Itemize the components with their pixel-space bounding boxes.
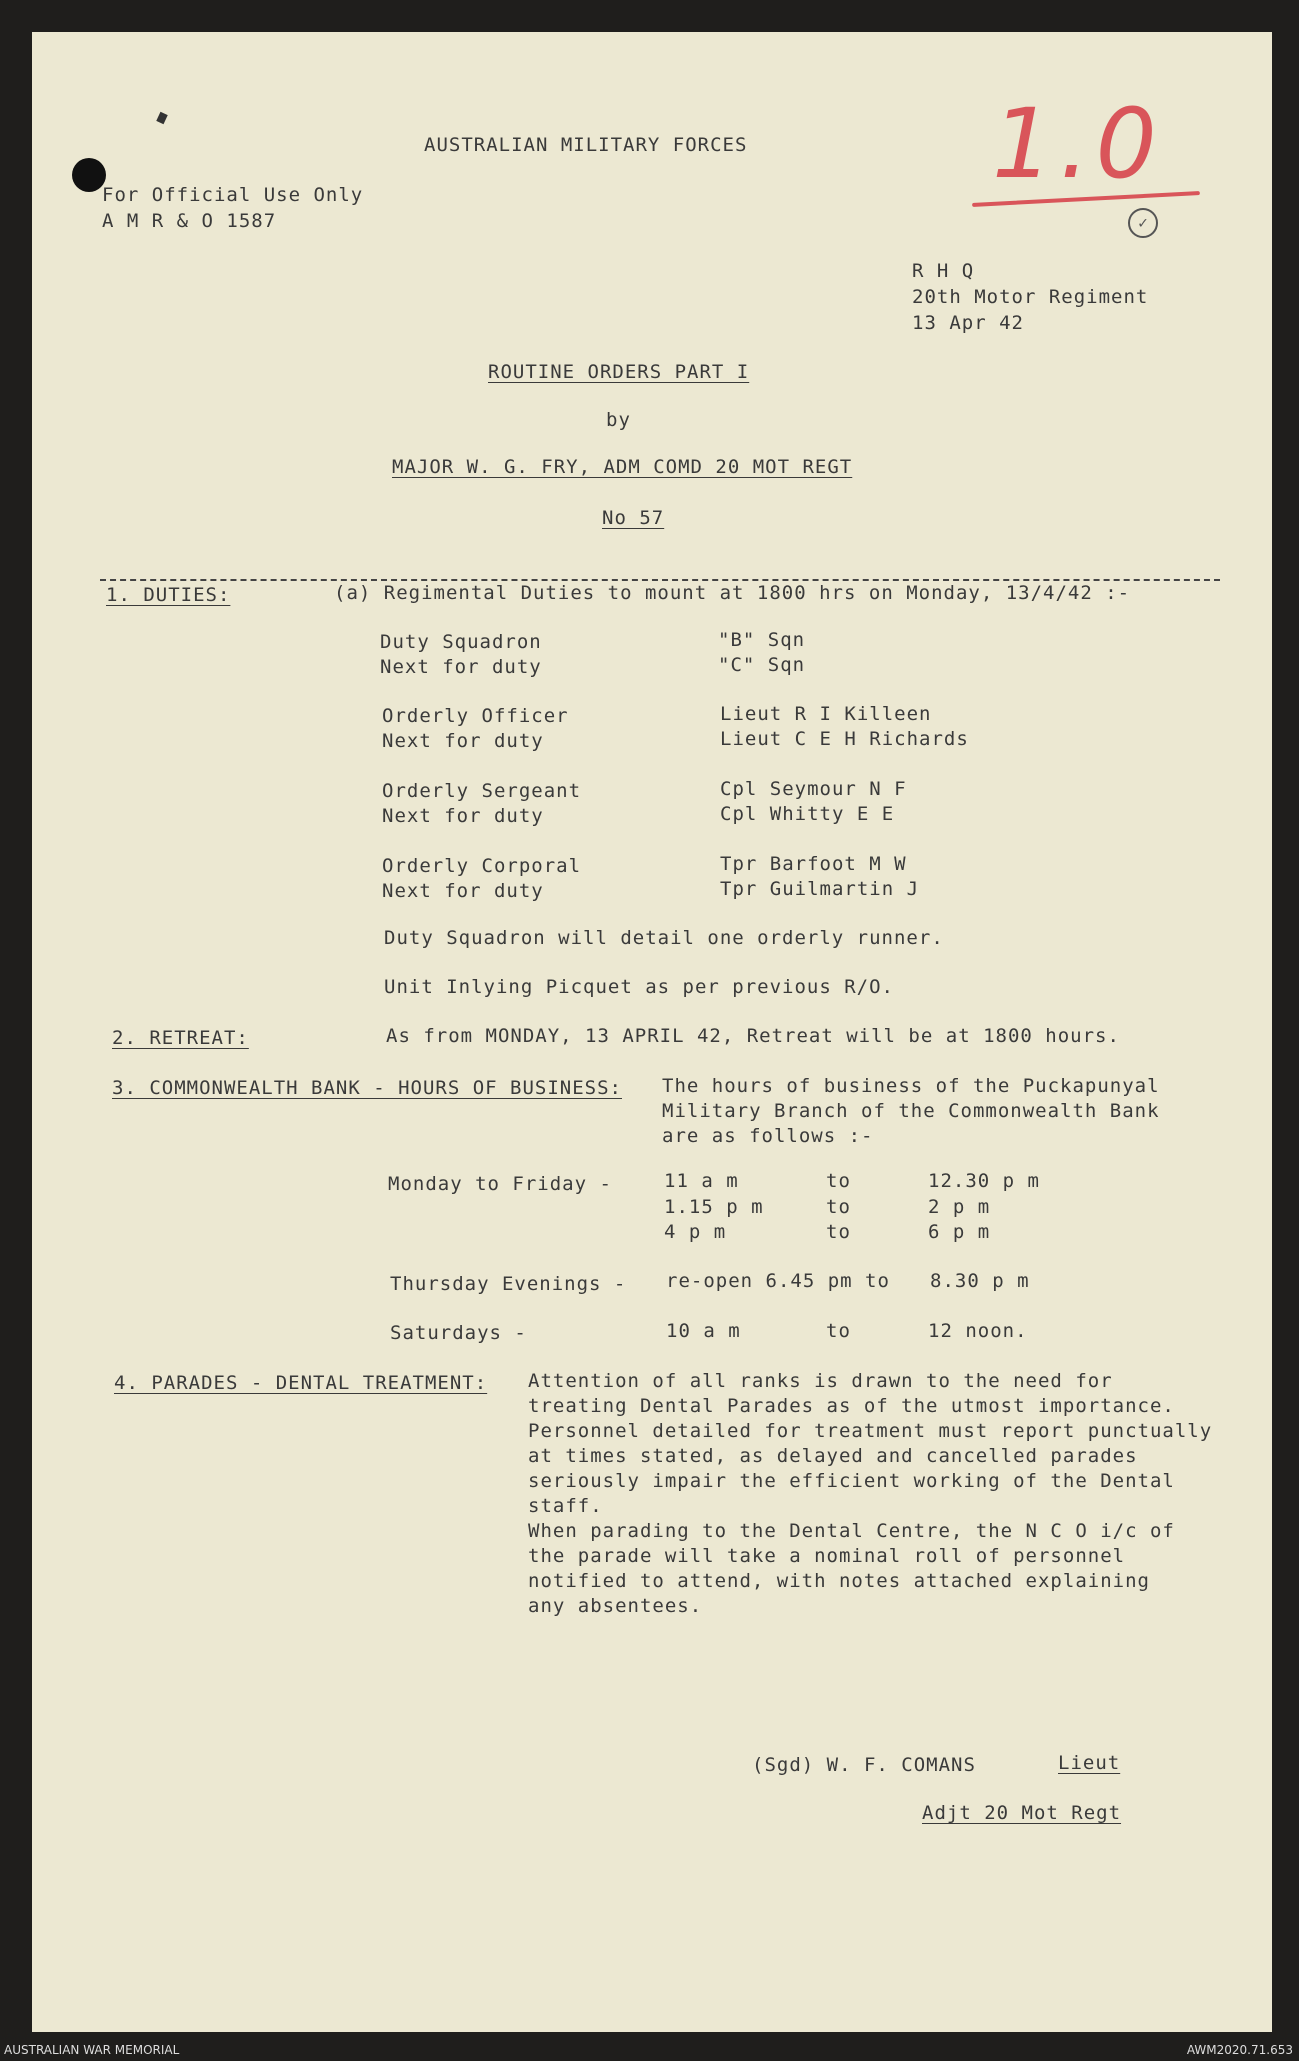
section-2-label: 2. RETREAT:: [112, 1027, 249, 1049]
by-label: by: [606, 409, 631, 431]
bank-close: 8.30 p m: [930, 1270, 1030, 1292]
document-page: [32, 32, 1272, 2032]
section-4-text-line: at times stated, as delayed and cancelled parades: [528, 1445, 1138, 1467]
ink-mark: [156, 112, 167, 124]
bank-open: 10 a m: [666, 1320, 741, 1342]
document-date: 13 Apr 42: [912, 312, 1024, 334]
section-4-text-line: When parading to the Dental Centre, the N C O i/c of: [528, 1520, 1175, 1542]
hq-label: R H Q: [912, 260, 975, 282]
section-3-label: 3. COMMONWEALTH BANK - HOURS OF BUSINESS:: [112, 1077, 622, 1099]
duty-name: Cpl Seymour N F: [720, 778, 907, 800]
duty-role: Orderly Sergeant: [382, 780, 582, 802]
bank-to: to: [826, 1320, 851, 1342]
duty-role: Duty Squadron: [380, 631, 542, 653]
duty-role: Next for duty: [382, 805, 544, 827]
bank-close: 12.30 p m: [928, 1170, 1040, 1192]
section-4-text-line: notified to attend, with notes attached explaining: [528, 1570, 1150, 1592]
duty-name: Tpr Guilmartin J: [720, 878, 920, 900]
bank-day: Saturdays -: [390, 1322, 527, 1344]
orders-number: No 57: [602, 507, 665, 529]
duty-role: Next for duty: [382, 730, 544, 752]
reference-number: A M R & O 1587: [102, 210, 277, 232]
bank-to: to: [826, 1170, 851, 1192]
signature-appointment: Adjt 20 Mot Regt: [922, 1802, 1122, 1824]
bank-open: re-open 6.45 pm to: [666, 1270, 890, 1292]
signature-rank: Lieut: [1058, 1752, 1121, 1774]
section-3-text-line: The hours of business of the Puckapunyal: [662, 1075, 1160, 1097]
bank-open: 11 a m: [664, 1170, 739, 1192]
duty-name: Lieut C E H Richards: [720, 728, 969, 750]
section-4-text-line: the parade will take a nominal roll of personnel: [528, 1545, 1126, 1567]
section-2-text: As from MONDAY, 13 APRIL 42, Retreat will be at 1800 hours.: [386, 1025, 1120, 1047]
duty-name: Lieut R I Killeen: [720, 703, 932, 725]
duty-name: Cpl Whitty E E: [720, 803, 895, 825]
section-3-text-line: Military Branch of the Commonwealth Bank: [662, 1100, 1160, 1122]
bank-to: to: [826, 1196, 851, 1218]
archive-credit: AUSTRALIAN WAR MEMORIAL: [4, 2043, 180, 2057]
document-title: AUSTRALIAN MILITARY FORCES: [424, 134, 748, 156]
orders-title: ROUTINE ORDERS PART I: [488, 361, 750, 383]
section-3-text-line: are as follows :-: [662, 1125, 874, 1147]
handwritten-mark: 1.0: [992, 88, 1163, 200]
section-1-intro: (a) Regimental Duties to mount at 1800 hrs on Monday, 13/4/42 :-: [334, 582, 1131, 604]
section-4-text-line: seriously impair the efficient working of the Dental: [528, 1470, 1175, 1492]
bank-open: 4 p m: [664, 1221, 727, 1243]
check-stamp-icon: ✓: [1128, 208, 1158, 238]
duty-role: Next for duty: [380, 656, 542, 678]
bank-close: 12 noon.: [928, 1320, 1028, 1342]
issuing-officer: MAJOR W. G. FRY, ADM COMD 20 MOT REGT: [392, 456, 853, 478]
section-4-label: 4. PARADES - DENTAL TREATMENT:: [114, 1372, 488, 1394]
regiment-name: 20th Motor Regiment: [912, 286, 1149, 308]
bank-to: to: [826, 1221, 851, 1243]
duty-name: "B" Sqn: [718, 629, 806, 651]
duty-role: Orderly Officer: [382, 705, 569, 727]
bank-day: Thursday Evenings -: [390, 1273, 627, 1295]
section-4-text-line: Attention of all ranks is drawn to the need for: [528, 1370, 1113, 1392]
official-use-label: For Official Use Only: [102, 184, 364, 206]
bank-close: 6 p m: [928, 1221, 991, 1243]
section-4-text-line: any absentees.: [528, 1595, 703, 1617]
duty-name: "C" Sqn: [718, 654, 806, 676]
bank-day: Monday to Friday -: [388, 1173, 612, 1195]
archive-reference: AWM2020.71.653: [1186, 2043, 1293, 2057]
punch-hole: [72, 158, 106, 192]
bank-close: 2 p m: [928, 1196, 991, 1218]
duty-role: Next for duty: [382, 880, 544, 902]
section-1-label: 1. DUTIES:: [106, 584, 231, 606]
duties-note: Unit Inlying Picquet as per previous R/O.: [384, 976, 894, 998]
duties-note: Duty Squadron will detail one orderly runner.: [384, 927, 944, 949]
section-4-text-line: Personnel detailed for treatment must report punctually: [528, 1420, 1213, 1442]
duty-role: Orderly Corporal: [382, 855, 582, 877]
bank-open: 1.15 p m: [664, 1196, 764, 1218]
section-4-text-line: treating Dental Parades as of the utmost importance.: [528, 1395, 1175, 1417]
duty-name: Tpr Barfoot M W: [720, 853, 907, 875]
section-4-text-line: staff.: [528, 1495, 603, 1517]
signature-name: (Sgd) W. F. COMANS: [752, 1754, 976, 1776]
